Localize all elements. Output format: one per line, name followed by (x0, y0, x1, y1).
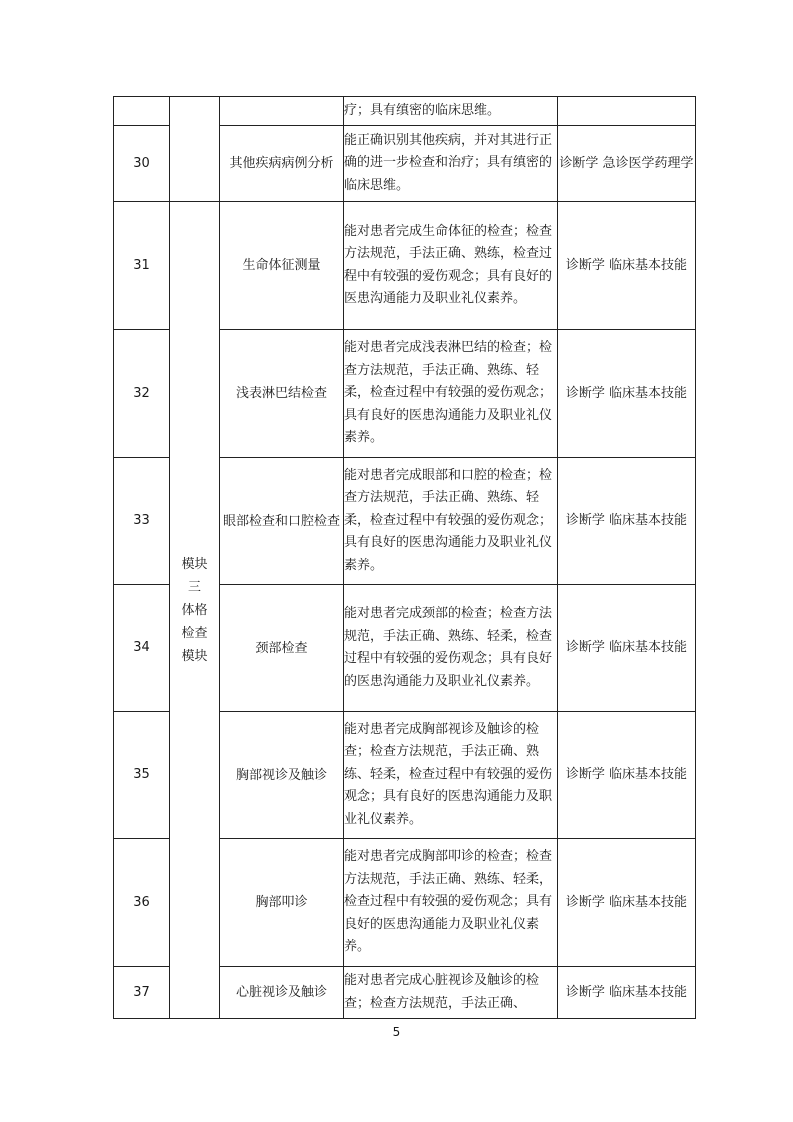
module-cell (170, 202, 220, 1019)
module-label-line: 检查 (181, 625, 208, 641)
description-cell: 能对患者完成眼部和口腔的检查；检查方法规范，手法正确、熟练、轻柔，检查过程中有较强的爱伤观念；具有良好的医患沟通能力及职业礼仪素养。 (344, 458, 558, 585)
item-cell: 胸部叩诊 (220, 839, 344, 967)
item-cell: 浅表淋巴结检查 (220, 330, 344, 458)
description-cell: 能对患者完成心脏视诊及触诊的检查；检查方法规范，手法正确、 (344, 967, 558, 1019)
item-cell: 眼部检查和口腔检查 (220, 458, 344, 585)
course-cell: 诊断学 临床基本技能 (558, 330, 696, 458)
description-cell: 能对患者完成胸部视诊及触诊的检查；检查方法规范，手法正确、熟练、轻柔，检查过程中有较强的爱伤观念；具有良好的医患沟通能力及职业礼仪素养。 (344, 712, 558, 839)
description-cell: 能对患者完成颈部的检查；检查方法规范，手法正确、熟练、轻柔，检查过程中有较强的爱伤观念；具有良好的医患沟通能力及职业礼仪素养。 (344, 585, 558, 712)
module-label-line: 体格 (181, 602, 208, 618)
item-cell (220, 97, 344, 126)
item-cell: 其他疾病病例分析 (220, 126, 344, 202)
row-number-cell (114, 97, 170, 126)
course-cell: 诊断学 临床基本技能 (558, 458, 696, 585)
row-number-cell: 37 (114, 967, 170, 1019)
description-cell: 能对患者完成胸部叩诊的检查；检查方法规范，手法正确、熟练、轻柔，检查过程中有较强的爱伤观念；具有良好的医患沟通能力及职业礼仪素养。 (344, 839, 558, 967)
row-number-cell: 34 (114, 585, 170, 712)
course-cell: 诊断学 临床基本技能 (558, 712, 696, 839)
item-cell: 颈部检查 (220, 585, 344, 712)
table-row-continued (114, 97, 696, 126)
description-cell: 能对患者完成生命体征的检查；检查方法规范，手法正确、熟练，检查过程中有较强的爱伤观念；具有良好的医患沟通能力及职业礼仪素养。 (344, 202, 558, 330)
course-cell: 诊断学 临床基本技能 (558, 839, 696, 967)
row-number-cell: 36 (114, 839, 170, 967)
table-row (114, 202, 696, 330)
course-cell: 诊断学 急诊医学药理学 (558, 126, 696, 202)
description-cell: 能正确识别其他疾病，并对其进行正确的进一步检查和治疗；具有缜密的临床思维。 (344, 126, 558, 202)
row-number-cell: 31 (114, 202, 170, 330)
course-cell: 诊断学 临床基本技能 (558, 967, 696, 1019)
page-number: 5 (392, 1025, 401, 1039)
item-cell: 胸部视诊及触诊 (220, 712, 344, 839)
module-cell-previous (170, 97, 220, 202)
row-number-cell: 30 (114, 126, 170, 202)
module-label-line: 三 (187, 579, 201, 595)
course-cell: 诊断学 临床基本技能 (558, 585, 696, 712)
item-cell: 生命体征测量 (220, 202, 344, 330)
row-number-cell: 33 (114, 458, 170, 585)
module-label-line: 模块 (181, 648, 208, 664)
description-cell: 能对患者完成浅表淋巴结的检查；检查方法规范，手法正确、熟练、轻柔，检查过程中有较强的爱伤观念；具有良好的医患沟通能力及职业礼仪素养。 (344, 330, 558, 458)
item-cell: 心脏视诊及触诊 (220, 967, 344, 1019)
description-cell: 疗；具有缜密的临床思维。 (344, 97, 558, 126)
requirements-table (113, 96, 696, 1019)
module-label-line: 模块 (181, 556, 208, 572)
course-cell (558, 97, 696, 126)
row-number-cell: 35 (114, 712, 170, 839)
course-cell: 诊断学 临床基本技能 (558, 202, 696, 330)
row-number-cell: 32 (114, 330, 170, 458)
